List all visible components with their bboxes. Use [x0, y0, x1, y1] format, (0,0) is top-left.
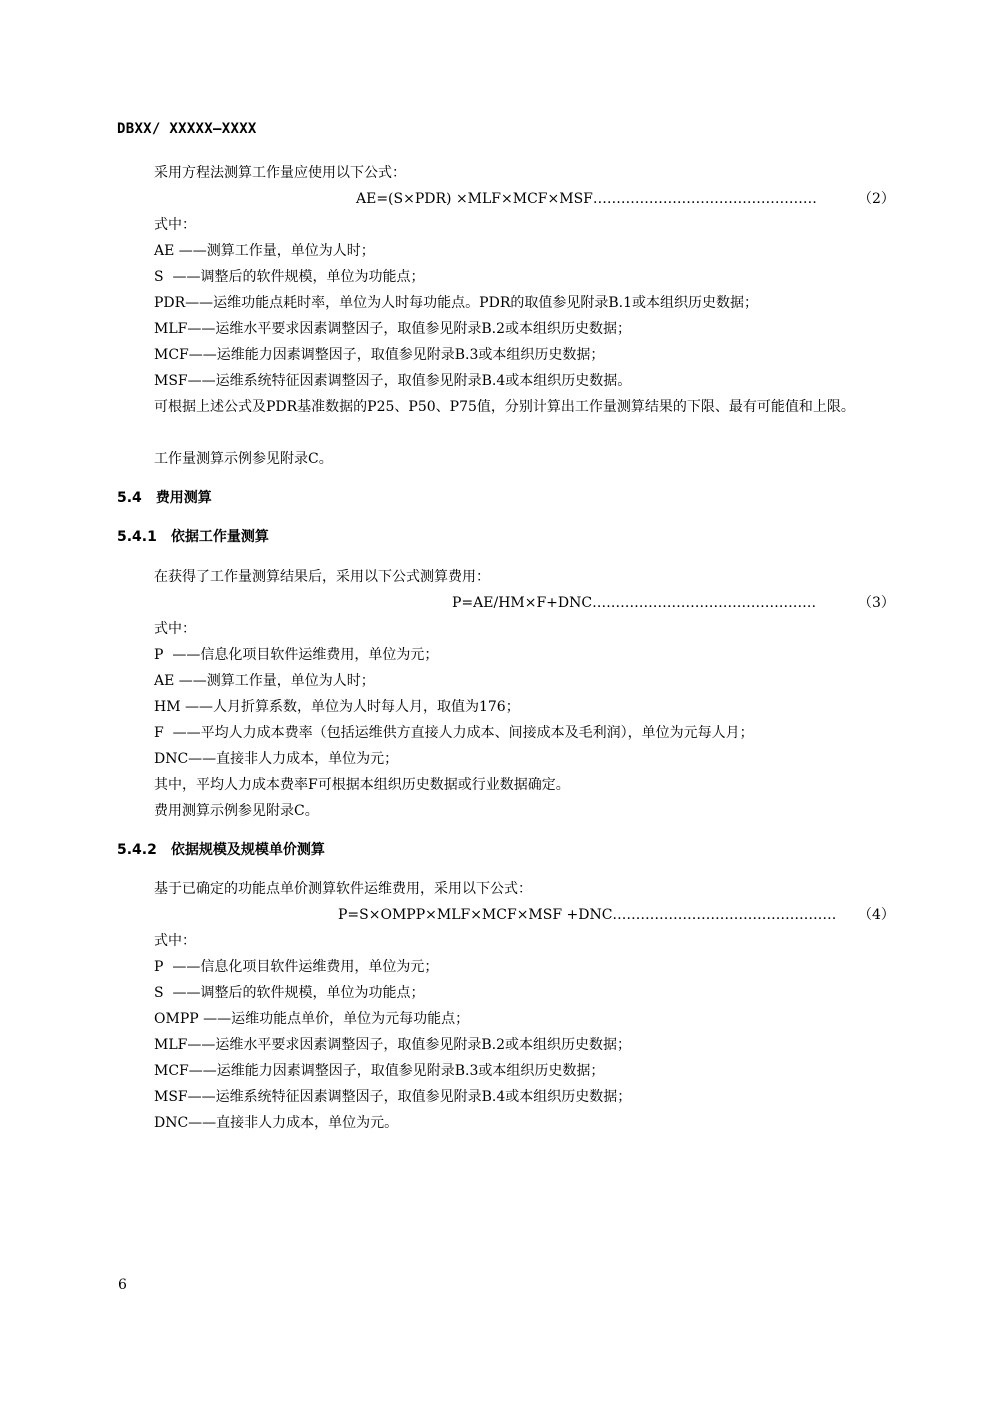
definition-item: AE ——测算工作量，单位为人时； [154, 673, 375, 689]
paragraph-note: 可根据上述公式及PDR基准数据的P25、P50、P75值，分别计算出工作量测算结果的下限、最有可能值和上限。 [154, 399, 855, 415]
page-number: 6 [118, 1277, 127, 1293]
section-heading-5-4 [117, 488, 212, 508]
definition-item: MLF——运维水平要求因素调整因子，取值参见附录B.2或本组织历史数据； [154, 1037, 631, 1053]
definition-item: DNC——直接非人力成本，单位为元； [154, 751, 399, 767]
definition-item: MLF——运维水平要求因素调整因子，取值参见附录B.2或本组织历史数据； [154, 321, 631, 337]
section-number: 5.4.2 [117, 842, 157, 858]
document-id-header: DBXX/ XXXXX—XXXX [117, 121, 257, 137]
definition-item: MSF——运维系统特征因素调整因子，取值参见附录B.4或本组织历史数据； [154, 1089, 632, 1105]
section-title: 依据规模及规模单价测算 [170, 842, 325, 858]
definition-item: AE ——测算工作量，单位为人时； [154, 243, 375, 259]
formula-intro: 基于已确定的功能点单价测算软件运维费用，采用以下公式： [154, 881, 532, 897]
formula-3-number: （3） [858, 595, 895, 611]
section-number: 5.4.1 [117, 529, 157, 545]
paragraph-example: 工作量测算示例参见附录C。 [154, 451, 333, 467]
definition-item: MCF——运维能力因素调整因子，取值参见附录B.3或本组织历史数据； [154, 1063, 605, 1079]
where-label: 式中： [154, 621, 196, 637]
where-label: 式中： [154, 933, 196, 949]
definition-item: P ——信息化项目软件运维费用，单位为元； [154, 647, 439, 663]
formula-3: P=AE/HM×F+DNC………………………………………… [452, 595, 817, 611]
formula-intro: 采用方程法测算工作量应使用以下公式： [154, 165, 406, 181]
definition-item: DNC——直接非人力成本，单位为元。 [154, 1115, 399, 1131]
section-heading-5-4-2 [117, 840, 325, 860]
section-title: 费用测算 [155, 490, 212, 506]
formula-2-number: （2） [858, 191, 895, 207]
section-number: 5.4 [117, 490, 142, 506]
section-heading-5-4-1 [117, 527, 269, 547]
paragraph-example: 费用测算示例参见附录C。 [154, 803, 319, 819]
definition-item: S ——调整后的软件规模，单位为功能点； [154, 269, 425, 285]
definition-item: MSF——运维系统特征因素调整因子，取值参见附录B.4或本组织历史数据。 [154, 373, 632, 389]
definition-item: OMPP ——运维功能点单价，单位为元每功能点； [154, 1011, 470, 1027]
definition-item: PDR——运维功能点耗时率，单位为人时每功能点。PDR的取值参见附录B.1或本组织历史数据； [154, 295, 759, 311]
definition-item: HM ——人月折算系数，单位为人时每人月，取值为176； [154, 699, 520, 715]
definition-item: S ——调整后的软件规模，单位为功能点； [154, 985, 425, 1001]
formula-4: P=S×OMPP×MLF×MCF×MSF +DNC………………………………………… [338, 907, 837, 923]
formula-4-number: （4） [858, 907, 895, 923]
section-title: 依据工作量测算 [170, 529, 269, 545]
formula-intro: 在获得了工作量测算结果后，采用以下公式测算费用： [154, 569, 490, 585]
definition-item: F ——平均人力成本费率（包括运维供方直接人力成本、间接成本及毛利润），单位为元每人月； [154, 725, 754, 741]
formula-2: AE=(S×PDR) ×MLF×MCF×MSF………………………………………… [356, 191, 817, 207]
definition-item: P ——信息化项目软件运维费用，单位为元； [154, 959, 439, 975]
paragraph-note: 其中，平均人力成本费率F可根据本组织历史数据或行业数据确定。 [154, 777, 570, 793]
definition-item: MCF——运维能力因素调整因子，取值参见附录B.3或本组织历史数据； [154, 347, 605, 363]
where-label: 式中： [154, 217, 196, 233]
